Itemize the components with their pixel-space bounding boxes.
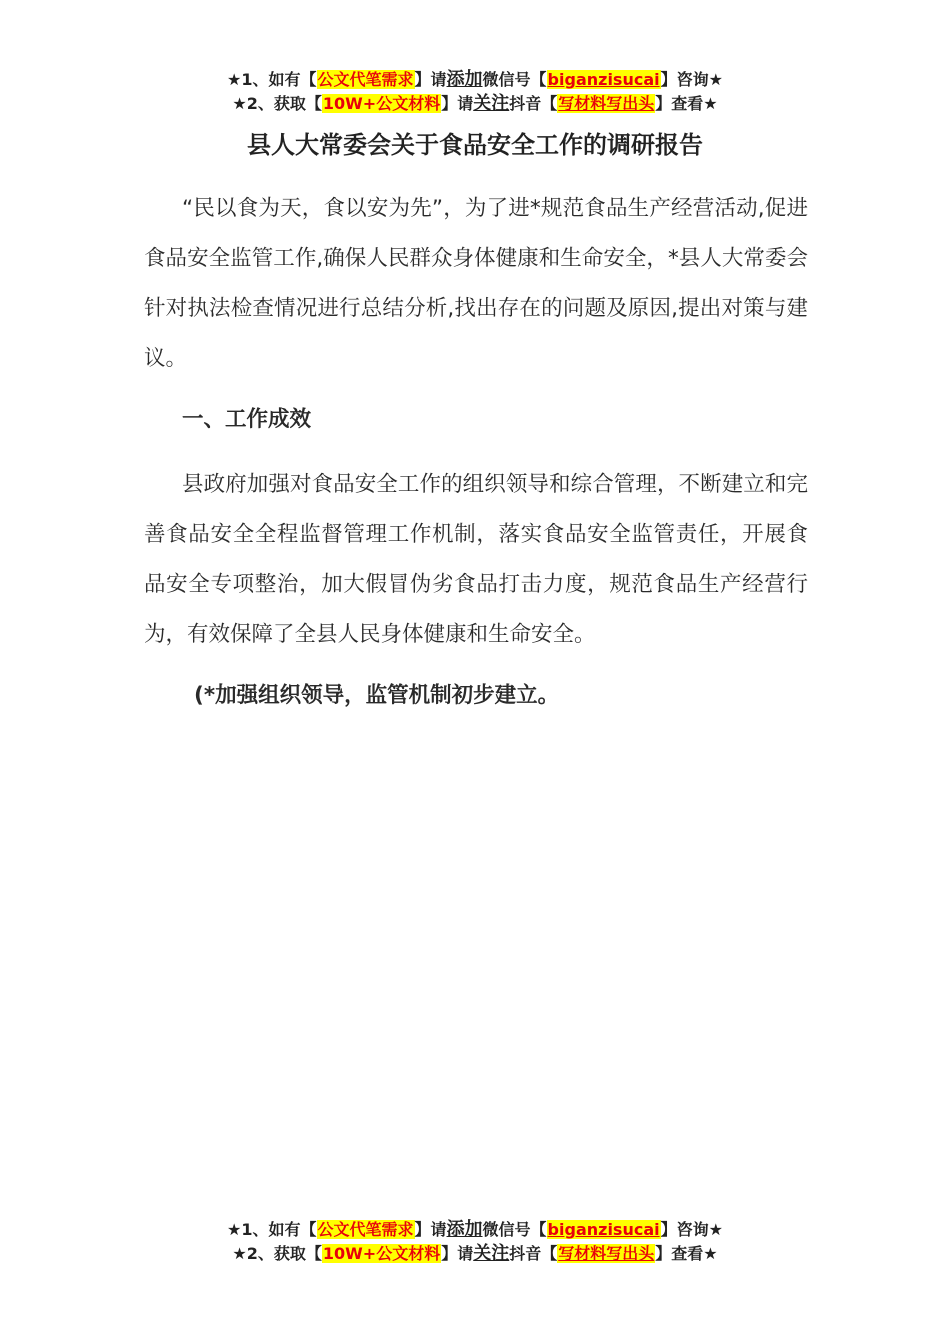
banner-line-2 <box>0 92 950 116</box>
bottom-banner-line-2-prefix: ★2、获取【 <box>232 1244 322 1263</box>
banner-line-1-suffix: 】咨询★ <box>660 70 723 89</box>
bottom-banner-line-1-highlight-service: 公文代笔需求 <box>317 1220 414 1239</box>
bottom-banner-line-1-mid: 】请 <box>414 1220 447 1239</box>
bottom-banner-line-1-suffix: 】咨询★ <box>660 1220 723 1239</box>
bottom-banner-line-1-prefix: ★1、如有【 <box>227 1220 317 1239</box>
intro-paragraph: “民以食为天，食以安为先”，为了进*规范食品生产经营活动,促进食品安全监管工作,确保人民群众身体健康和生命安全，*县人大常委会针对执法检查情况进行总结分析,找出存在的问题及原因,提出对策与建议。 <box>144 196 808 371</box>
banner-line-1-emphasis: 添加 <box>446 69 483 90</box>
banner-line-1-mid: 】请 <box>414 70 447 89</box>
section-body-achievements: 县政府加强对食品安全工作的组织领导和综合管理，不断建立和完善食品安全全程监督管理工作机制，落实食品安全监管责任，开展食品安全专项整治，加大假冒伪劣食品打击力度，规范食品生产经营行为，有效保障了全县人民身体健康和生命安全。 <box>144 472 808 647</box>
section-heading-achievements: 一、工作成效 <box>182 407 312 432</box>
banner-line-2-prefix: ★2、获取【 <box>232 94 322 113</box>
banner-line-1-highlight-service: 公文代笔需求 <box>317 70 414 89</box>
bottom-banner-line-1-emphasis: 添加 <box>446 1219 483 1240</box>
banner-line-2-suffix: 】查看★ <box>655 94 718 113</box>
banner-line-1-wechat-id[interactable]: biganzisucai <box>547 70 660 89</box>
banner-line-1-prefix: ★1、如有【 <box>227 70 317 89</box>
bottom-banner-line-2-mid: 】请 <box>441 1244 474 1263</box>
bottom-banner-line-2-mid2: 抖音【 <box>509 1244 558 1263</box>
bottom-banner-line-2-emphasis: 关注 <box>473 1243 510 1264</box>
bottom-banner-line-1-mid2: 微信号【 <box>482 1220 547 1239</box>
banner-line-2-mid: 】请 <box>441 94 474 113</box>
banner-line-1-mid2: 微信号【 <box>482 70 547 89</box>
banner-line-1 <box>0 68 950 92</box>
banner-line-2-mid2: 抖音【 <box>509 94 558 113</box>
banner-line-2-emphasis: 关注 <box>473 93 510 114</box>
bottom-banner-line-2-suffix: 】查看★ <box>655 1244 718 1263</box>
bottom-banner-line-2-douyin-account[interactable]: 写材料写出头 <box>558 1244 655 1263</box>
banner-line-2-highlight-materials: 10W+公文材料 <box>322 94 441 113</box>
banner-line-2-douyin-account[interactable]: 写材料写出头 <box>558 94 655 113</box>
bottom-banner-line-2 <box>0 1242 950 1266</box>
top-banner <box>0 68 950 116</box>
bottom-banner-line-1-wechat-id[interactable]: biganzisucai <box>547 1220 660 1239</box>
bottom-banner <box>0 1218 950 1266</box>
bottom-banner-line-2-highlight-materials: 10W+公文材料 <box>322 1244 441 1263</box>
document-title: 县人大常委会关于食品安全工作的调研报告 <box>247 131 703 159</box>
bottom-banner-line-1 <box>0 1218 950 1242</box>
subsection-heading-organization: (*加强组织领导，监管机制初步建立。 <box>194 683 560 708</box>
